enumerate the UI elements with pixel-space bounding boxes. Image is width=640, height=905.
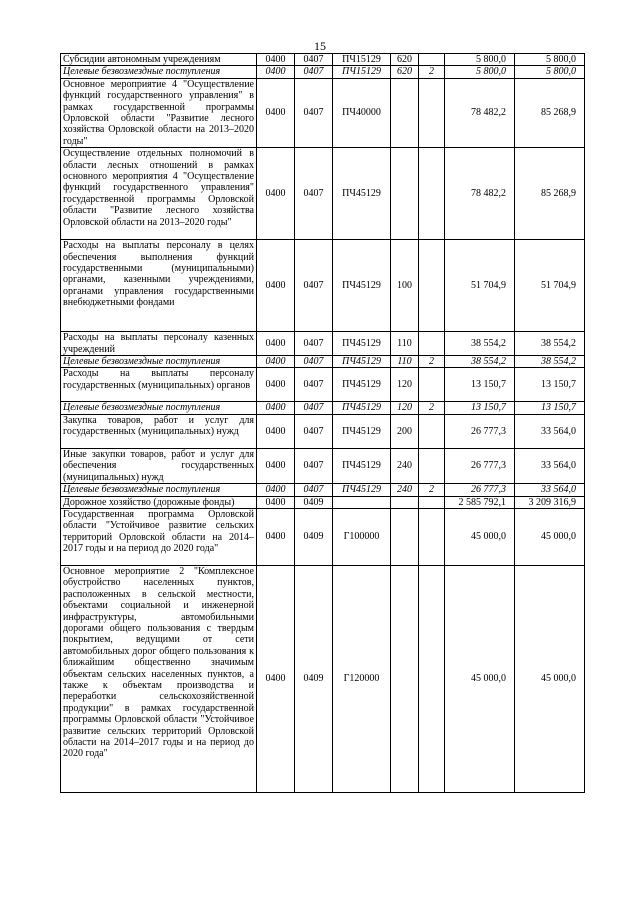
target-article-code: ПЧ45129 — [333, 368, 391, 402]
amount-year-2: 5 800,0 — [515, 54, 585, 66]
amount-year-1: 2 585 792,1 — [445, 496, 515, 508]
target-article-code: ПЧ45129 — [333, 448, 391, 483]
table-row — [61, 148, 585, 240]
table-row — [61, 54, 585, 66]
expense-type-code: 620 — [391, 66, 419, 78]
amount-year-2: 85 268,9 — [515, 78, 585, 147]
row-name: Целевые безвозмездные поступления — [61, 356, 257, 368]
subsection-code: 0407 — [295, 54, 333, 66]
subsection-code: 0409 — [295, 508, 333, 565]
expense-type-code: 120 — [391, 402, 419, 414]
row-name: Основное мероприятие 2 "Комплексное обустройство населенных пунктов, расположенных в сельской местности, объектами социальной и инженерной инфраструктуры, автомобильными дорогами общего пользования с твердым покрытием, ведущими от сети автомобильных дорог общего пользования к ближайшим общественно значимым объектам сельских населенных пунктов, а также к объектам производства и переработки сельскохозяйственной продукции" в рамках государственной программы Орловской области "Устойчивое развитие сельских территорий Орловской области на 2014–2017 годы и на период до 2020 года" — [61, 565, 257, 792]
amount-year-1: 26 777,3 — [445, 484, 515, 496]
kosgu-code — [419, 78, 445, 147]
amount-year-1: 13 150,7 — [445, 402, 515, 414]
section-code: 0400 — [257, 565, 295, 792]
amount-year-2: 38 554,2 — [515, 332, 585, 356]
kosgu-code — [419, 496, 445, 508]
table-row — [61, 402, 585, 414]
amount-year-2: 45 000,0 — [515, 565, 585, 792]
kosgu-code — [419, 448, 445, 483]
table-row — [61, 496, 585, 508]
section-code: 0400 — [257, 66, 295, 78]
kosgu-code — [419, 332, 445, 356]
subsection-code: 0407 — [295, 78, 333, 147]
target-article-code: ПЧ15129 — [333, 66, 391, 78]
subsection-code: 0407 — [295, 66, 333, 78]
expense-type-code — [391, 508, 419, 565]
amount-year-2: 85 268,9 — [515, 148, 585, 240]
row-name: Целевые безвозмездные поступления — [61, 484, 257, 496]
section-code: 0400 — [257, 78, 295, 147]
amount-year-1: 78 482,2 — [445, 78, 515, 147]
amount-year-2: 13 150,7 — [515, 368, 585, 402]
row-name: Основное мероприятие 4 "Осуществление функций государственного управления" в рамках государственной программы Орловской области "Развитие лесного хозяйства Орловской области на 2013–2020 годы" — [61, 78, 257, 147]
table-row — [61, 565, 585, 792]
subsection-code: 0407 — [295, 240, 333, 332]
budget-table — [60, 53, 585, 793]
expense-type-code — [391, 496, 419, 508]
kosgu-code: 2 — [419, 66, 445, 78]
row-name: Дорожное хозяйство (дорожные фонды) — [61, 496, 257, 508]
target-article-code: ПЧ45129 — [333, 356, 391, 368]
section-code: 0400 — [257, 368, 295, 402]
kosgu-code — [419, 148, 445, 240]
expense-type-code: 110 — [391, 332, 419, 356]
amount-year-1: 78 482,2 — [445, 148, 515, 240]
expense-type-code — [391, 565, 419, 792]
row-name: Иные закупки товаров, работ и услуг для обеспечения государственных (муниципальных) нужд — [61, 448, 257, 483]
amount-year-2: 51 704,9 — [515, 240, 585, 332]
target-article-code: ПЧ45129 — [333, 484, 391, 496]
table-row — [61, 448, 585, 483]
subsection-code: 0407 — [295, 414, 333, 448]
target-article-code: Г100000 — [333, 508, 391, 565]
section-code: 0400 — [257, 496, 295, 508]
kosgu-code — [419, 565, 445, 792]
section-code: 0400 — [257, 414, 295, 448]
kosgu-code — [419, 508, 445, 565]
table-row — [61, 78, 585, 147]
expense-type-code: 100 — [391, 240, 419, 332]
kosgu-code — [419, 240, 445, 332]
amount-year-2: 33 564,0 — [515, 484, 585, 496]
subsection-code: 0407 — [295, 368, 333, 402]
subsection-code: 0407 — [295, 332, 333, 356]
target-article-code — [333, 496, 391, 508]
row-name: Субсидии автономным учреждениям — [61, 54, 257, 66]
expense-type-code: 240 — [391, 448, 419, 483]
amount-year-2: 5 800,0 — [515, 66, 585, 78]
target-article-code: ПЧ40000 — [333, 78, 391, 147]
expense-type-code: 240 — [391, 484, 419, 496]
amount-year-2: 3 209 316,9 — [515, 496, 585, 508]
target-article-code: ПЧ45129 — [333, 332, 391, 356]
row-name: Расходы на выплаты персоналу в целях обеспечения выполнения функций государственными (муниципальными) органами, казенными учреждениями, органами управления государственными внебюджетными фондами — [61, 240, 257, 332]
table-row — [61, 368, 585, 402]
subsection-code: 0407 — [295, 356, 333, 368]
target-article-code: ПЧ45129 — [333, 240, 391, 332]
section-code: 0400 — [257, 402, 295, 414]
amount-year-2: 33 564,0 — [515, 414, 585, 448]
subsection-code: 0409 — [295, 496, 333, 508]
row-name: Целевые безвозмездные поступления — [61, 66, 257, 78]
subsection-code: 0407 — [295, 484, 333, 496]
table-row — [61, 332, 585, 356]
amount-year-1: 5 800,0 — [445, 54, 515, 66]
amount-year-2: 13 150,7 — [515, 402, 585, 414]
amount-year-1: 45 000,0 — [445, 508, 515, 565]
section-code: 0400 — [257, 356, 295, 368]
amount-year-1: 45 000,0 — [445, 565, 515, 792]
subsection-code: 0407 — [295, 148, 333, 240]
kosgu-code: 2 — [419, 356, 445, 368]
amount-year-1: 51 704,9 — [445, 240, 515, 332]
table-row — [61, 240, 585, 332]
row-name: Расходы на выплаты персоналу казенных учреждений — [61, 332, 257, 356]
expense-type-code — [391, 148, 419, 240]
amount-year-1: 5 800,0 — [445, 66, 515, 78]
section-code: 0400 — [257, 240, 295, 332]
kosgu-code — [419, 54, 445, 66]
amount-year-1: 26 777,3 — [445, 448, 515, 483]
expense-type-code: 120 — [391, 368, 419, 402]
target-article-code: ПЧ45129 — [333, 414, 391, 448]
section-code: 0400 — [257, 54, 295, 66]
target-article-code: ПЧ15129 — [333, 54, 391, 66]
subsection-code: 0407 — [295, 402, 333, 414]
amount-year-1: 38 554,2 — [445, 356, 515, 368]
target-article-code: ПЧ45129 — [333, 402, 391, 414]
kosgu-code — [419, 414, 445, 448]
section-code: 0400 — [257, 148, 295, 240]
section-code: 0400 — [257, 508, 295, 565]
table-row — [61, 508, 585, 565]
amount-year-1: 13 150,7 — [445, 368, 515, 402]
table-row — [61, 414, 585, 448]
expense-type-code — [391, 78, 419, 147]
row-name: Целевые безвозмездные поступления — [61, 402, 257, 414]
target-article-code: ПЧ45129 — [333, 148, 391, 240]
section-code: 0400 — [257, 332, 295, 356]
table-row — [61, 484, 585, 496]
row-name: Осуществление отдельных полномочий в области лесных отношений в рамках основного мероприятия 4 "Осуществление функций государственного управления" государственной программы Орловской области "Развитие лесного хозяйства Орловской области на 2013–2020 годы" — [61, 148, 257, 240]
amount-year-1: 26 777,3 — [445, 414, 515, 448]
target-article-code: Г120000 — [333, 565, 391, 792]
section-code: 0400 — [257, 448, 295, 483]
amount-year-1: 38 554,2 — [445, 332, 515, 356]
table-row — [61, 356, 585, 368]
subsection-code: 0407 — [295, 448, 333, 483]
amount-year-2: 33 564,0 — [515, 448, 585, 483]
expense-type-code: 110 — [391, 356, 419, 368]
row-name: Расходы на выплаты персоналу государственных (муниципальных) органов — [61, 368, 257, 402]
subsection-code: 0409 — [295, 565, 333, 792]
section-code: 0400 — [257, 484, 295, 496]
row-name: Закупка товаров, работ и услуг для государственных (муниципальных) нужд — [61, 414, 257, 448]
expense-type-code: 620 — [391, 54, 419, 66]
table-row — [61, 66, 585, 78]
row-name: Государственная программа Орловской области "Устойчивое развитие сельских территорий Орловской области на 2014–2017 годы и на период до 2020 года" — [61, 508, 257, 565]
kosgu-code: 2 — [419, 484, 445, 496]
kosgu-code — [419, 368, 445, 402]
amount-year-2: 45 000,0 — [515, 508, 585, 565]
kosgu-code: 2 — [419, 402, 445, 414]
page-number: 15 — [314, 39, 326, 53]
amount-year-2: 38 554,2 — [515, 356, 585, 368]
expense-type-code: 200 — [391, 414, 419, 448]
